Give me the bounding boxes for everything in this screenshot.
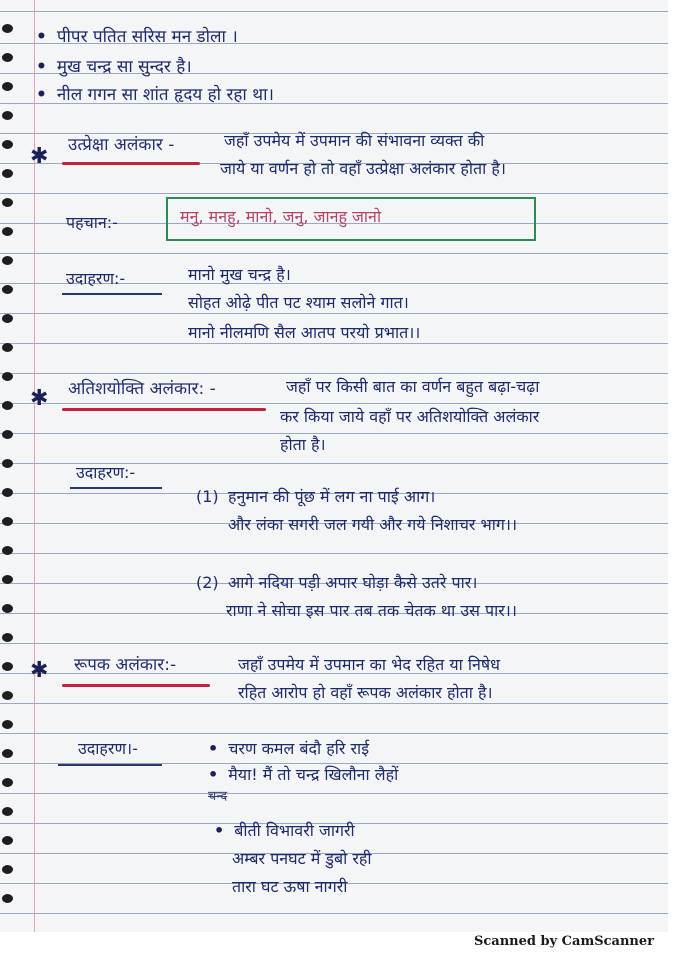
binding-hole-icon <box>2 227 13 236</box>
bullet-dot: • <box>214 821 225 840</box>
binding-hole-icon <box>2 285 13 294</box>
bullet-line-1: • पीपर पतित सरिस मन डोला । <box>36 27 238 47</box>
red-underline <box>62 162 200 165</box>
binding-hole-icon <box>2 82 13 91</box>
star-icon: ✱ <box>30 386 49 411</box>
binding-hole-icon <box>2 140 13 149</box>
atishayokti-example1-line1: हनुमान की पूंछ में लग ना पाई आग। <box>228 487 436 506</box>
utpreksha-definition-2: जाये या वर्णन हो तो वहाँ उत्प्रेक्षा अलंकार होता है। <box>220 159 506 178</box>
example-label-underline <box>70 487 162 489</box>
binding-hole-icon <box>2 865 13 874</box>
atishayokti-example2-number: (2) <box>196 573 219 592</box>
scanner-watermark: Scanned by CamScanner <box>474 934 654 949</box>
binding-hole-icon <box>2 807 13 816</box>
identification-words: मनु, मनहु, मानो, जनु, जानहु जानो <box>180 207 382 226</box>
binding-hole-icon <box>2 575 13 584</box>
binding-hole-icon <box>2 749 13 758</box>
binding-hole-icon <box>2 662 13 671</box>
bullet-dot: • <box>36 27 47 47</box>
utpreksha-example-2: सोहत ओढ़े पीत पट श्याम सलोने गात। <box>188 293 409 312</box>
identification-label: पहचान:- <box>66 213 118 232</box>
binding-hole-icon <box>2 604 13 613</box>
binding-hole-icon <box>2 691 13 700</box>
bullet-dot: • <box>208 739 219 758</box>
utpreksha-example-3: मानो नीलमणि सैल आतप परयो प्रभात।। <box>188 323 421 342</box>
struck-word: चन्द <box>208 789 228 804</box>
binding-hole-icon <box>2 314 13 323</box>
atishayokti-definition-1: जहाँ पर किसी बात का वर्णन बहुत बढ़ा-चढ़ा <box>286 377 540 396</box>
binding-hole-icon <box>2 111 13 120</box>
example-label-underline <box>62 293 162 295</box>
atishayokti-example1-number: (1) <box>196 487 219 506</box>
binding-hole-icon <box>2 894 13 903</box>
rupak-poem-3: तारा घट ऊषा नागरी <box>232 877 348 896</box>
binding-hole-icon <box>2 459 13 468</box>
rupak-example-1: • चरण कमल बंदौ हरि राई <box>208 739 370 758</box>
binding-hole-icon <box>2 720 13 729</box>
binding-hole-icon <box>2 633 13 642</box>
binding-hole-icon <box>2 430 13 439</box>
atishayokti-definition-2: कर किया जाये वहाँ पर अतिशयोक्ति अलंकार <box>280 407 540 426</box>
bullet-dot: • <box>36 85 47 105</box>
margin-line <box>34 0 35 932</box>
atishayokti-example1-line2: और लंका सगरी जल गयी और गये निशाचर भाग।। <box>228 515 518 534</box>
binding-hole-icon <box>2 198 13 207</box>
binding-hole-icon <box>2 24 13 33</box>
utpreksha-heading: उत्प्रेक्षा अलंकार - <box>68 135 175 155</box>
utpreksha-example-1: मानो मुख चन्द्र है। <box>188 265 291 284</box>
binding-hole-icon <box>2 517 13 526</box>
binding-hole-icon <box>2 546 13 555</box>
red-underline <box>62 684 210 687</box>
binding-hole-icon <box>2 836 13 845</box>
binding-hole-icon <box>2 53 13 62</box>
red-underline <box>62 408 266 411</box>
bullet-line-2: • मुख चन्द्र सा सुन्दर है। <box>36 57 192 77</box>
atishayokti-example2-line1: आगे नदिया पड़ी अपार घोड़ा कैसे उतरे पार। <box>228 573 478 592</box>
binding-hole-icon <box>2 401 13 410</box>
utpreksha-example-label: उदाहरण:- <box>66 269 126 288</box>
star-icon: ✱ <box>30 144 49 169</box>
utpreksha-definition-1: जहाँ उपमेय में उपमान की संभावना व्यक्त की <box>224 131 485 150</box>
binding-hole-icon <box>2 343 13 352</box>
binding-hole-icon <box>2 256 13 265</box>
rupak-example-2: • मैया! मैं तो चन्द्र खिलौना लैहों <box>208 765 399 784</box>
binding-hole-icon <box>2 372 13 381</box>
bullet-line-3: • नील गगन सा शांत हृदय हो रहा था। <box>36 85 274 105</box>
binding-hole-icon <box>2 488 13 497</box>
rupak-heading: रूपक अलंकार:- <box>74 655 177 675</box>
rupak-poem-2: अम्बर पनघट में डुबो रही <box>232 849 372 868</box>
atishayokti-example2-line2: राणा ने सोचा इस पार तब तक चेतक था उस पार।। <box>226 601 517 620</box>
atishayokti-definition-3: होता है। <box>280 435 326 454</box>
atishayokti-heading: अतिशयोक्ति अलंकार: - <box>68 379 216 399</box>
rupak-example-label: उदाहरण।- <box>78 739 138 758</box>
binding-hole-icon <box>2 778 13 787</box>
bullet-dot: • <box>36 57 47 77</box>
star-icon: ✱ <box>30 658 49 683</box>
binding-hole-icon <box>2 169 13 178</box>
atishayokti-example-label: उदाहरण:- <box>76 463 136 482</box>
bullet-dot: • <box>208 765 219 784</box>
rupak-definition-2: रहित आरोप हो वहाँ रूपक अलंकार होता है। <box>238 683 493 702</box>
example-label-underline <box>58 764 162 766</box>
rupak-poem-1: • बीती विभावरी जागरी <box>214 821 355 840</box>
rupak-definition-1: जहाँ उपमेय में उपमान का भेद रहित या निषेध <box>238 655 500 674</box>
